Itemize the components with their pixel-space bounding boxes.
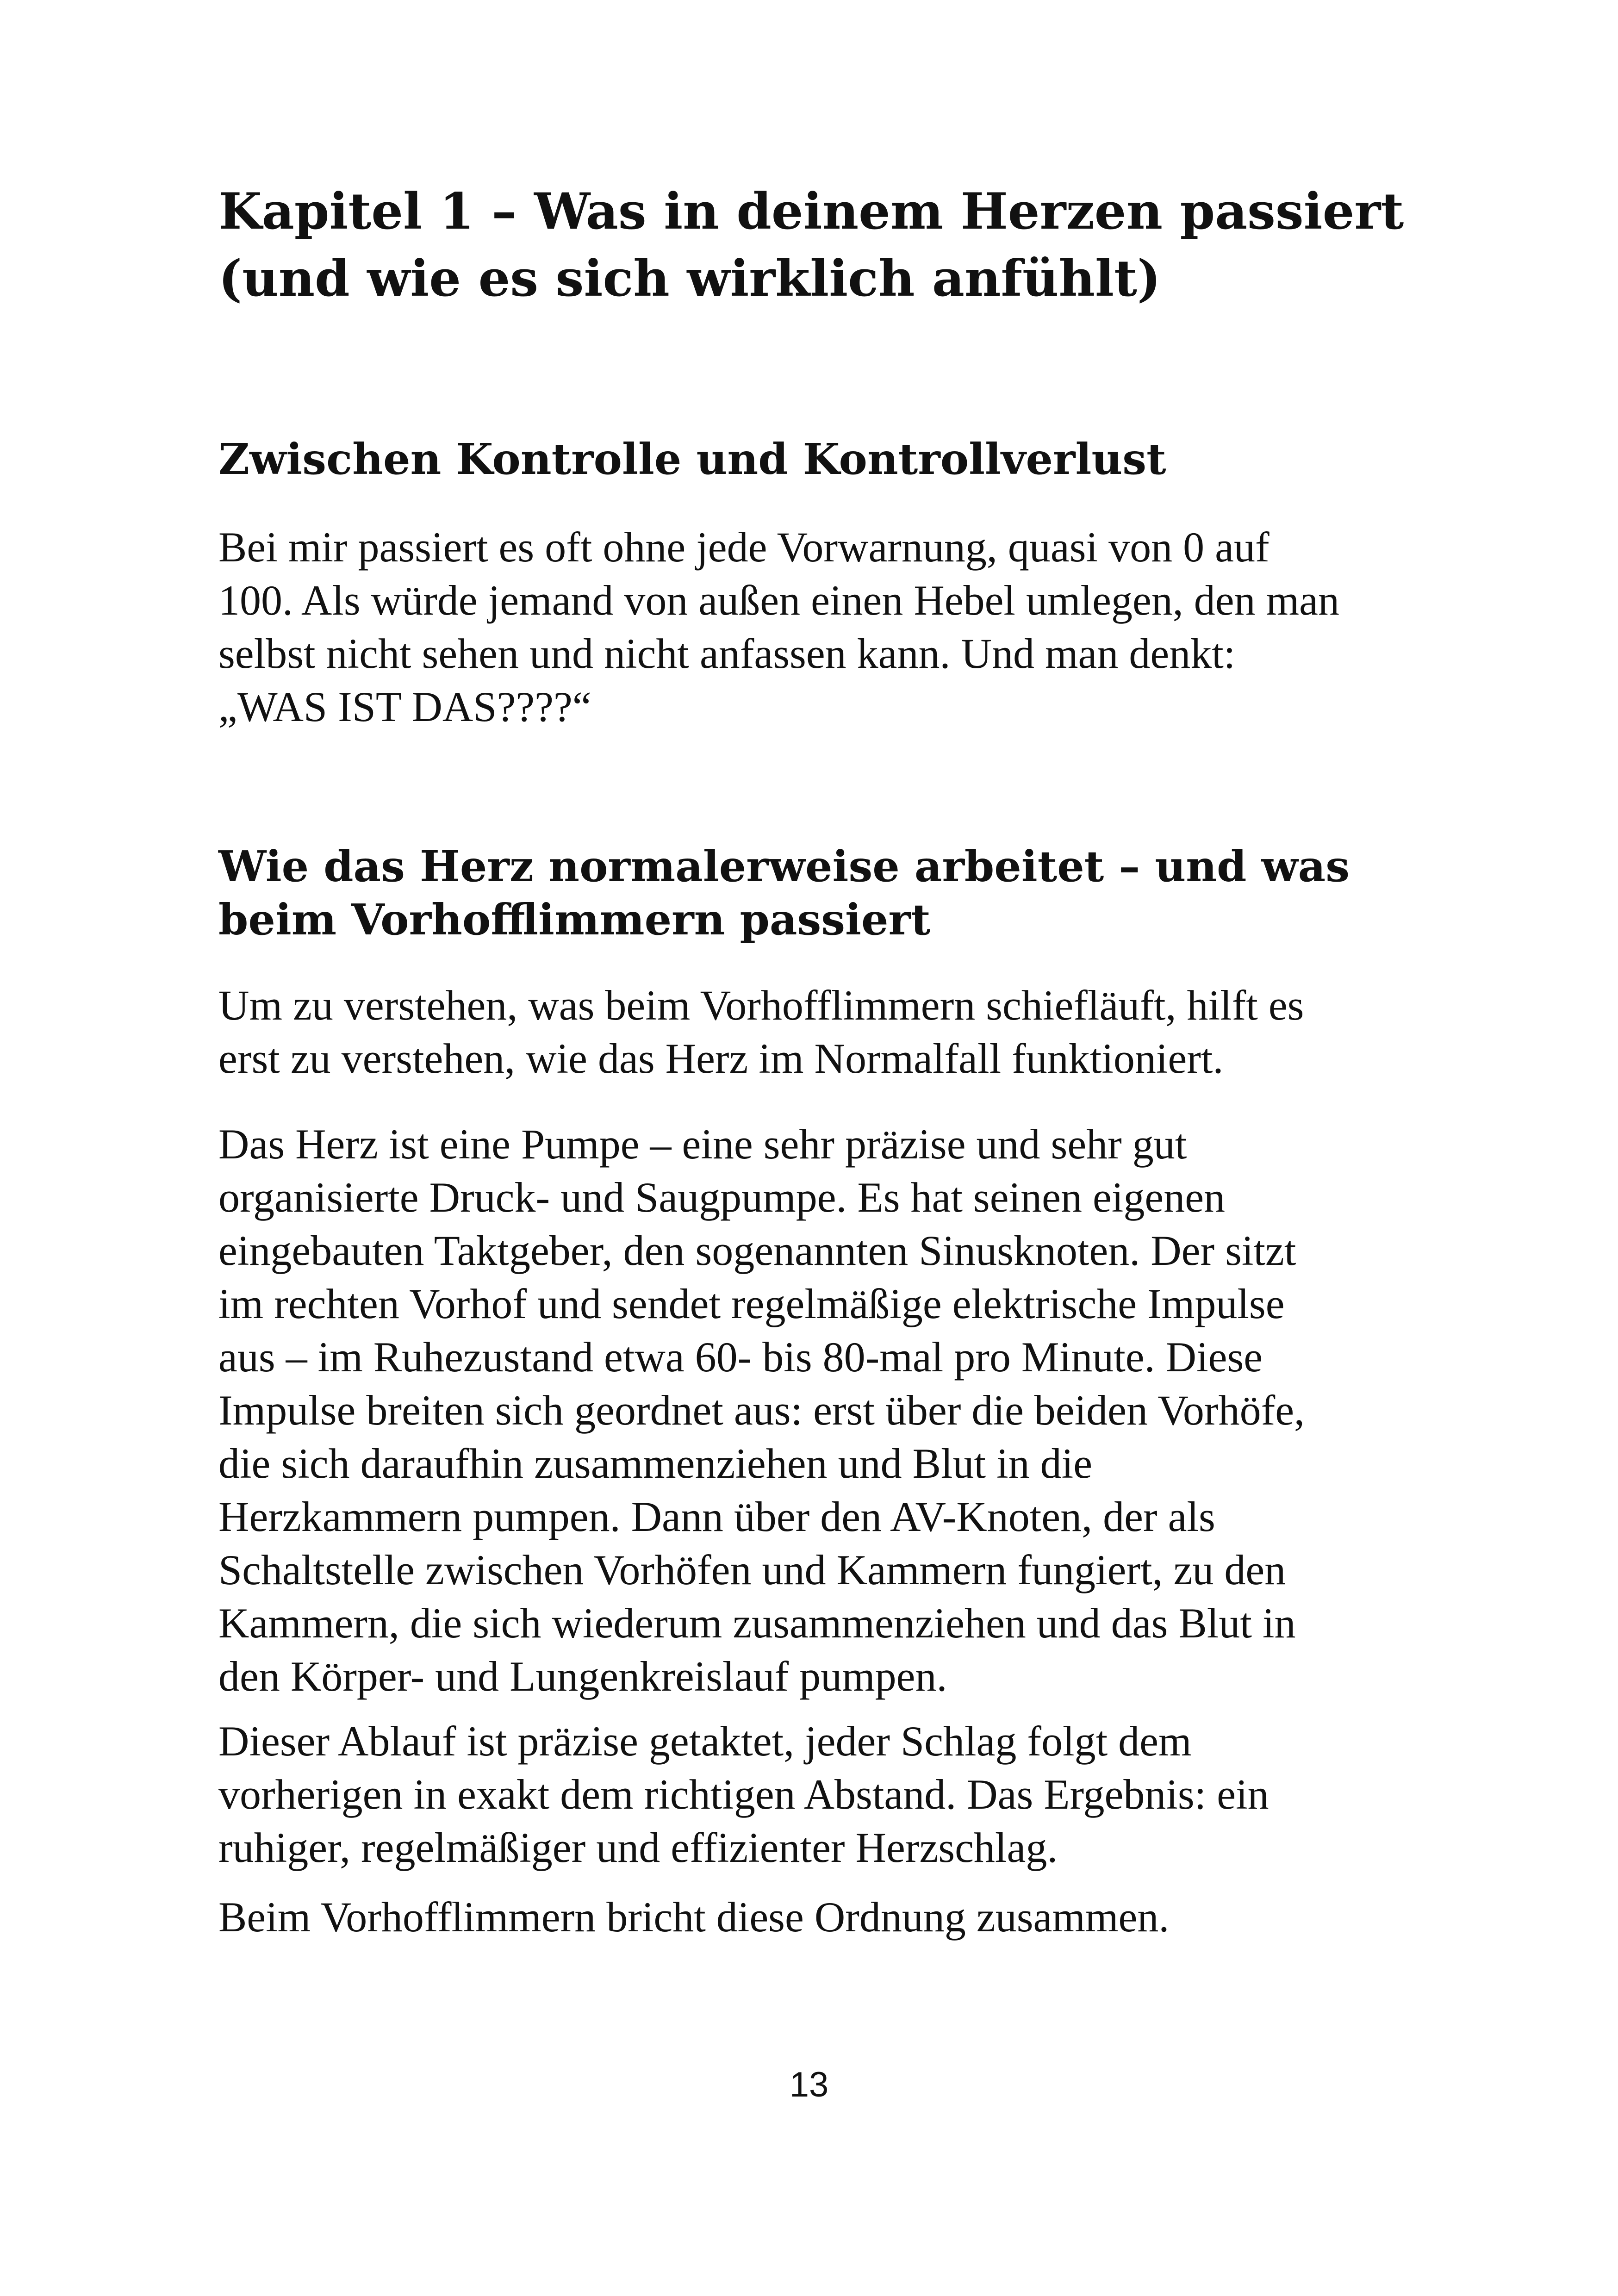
text-line: erst zu verstehen, wie das Herz im Normalfall funktioniert. (218, 1035, 1224, 1082)
chapter-title-line: Kapitel 1 – Was in deinem Herzen passiert (218, 182, 1404, 241)
text-line: Dieser Ablauf ist präzise getaktet, jeder Schlag folgt dem (218, 1717, 1192, 1765)
section-heading-line: beim Vorhofflimmern passiert (218, 895, 931, 945)
text-line: ruhiger, regelmäßiger und effizienter Herzschlag. (218, 1824, 1058, 1871)
text-line: im rechten Vorhof und sendet regelmäßige elektrische Impulse (218, 1280, 1285, 1327)
paragraph-pump (218, 1118, 1445, 1703)
section-heading-heart (218, 840, 1445, 946)
text-line: Herzkammern pumpen. Dann über den AV-Knoten, der als (218, 1493, 1215, 1540)
text-line: Schaltstelle zwischen Vorhöfen und Kammern fungiert, zu den (218, 1546, 1286, 1593)
paragraph-rhythm (218, 1715, 1445, 1874)
paragraph-intro (218, 521, 1445, 734)
text-line: Das Herz ist eine Pumpe – eine sehr präzise und sehr gut (218, 1120, 1187, 1168)
paragraph-understanding (218, 979, 1445, 1085)
text-line: die sich daraufhin zusammenziehen und Blut in die (218, 1440, 1093, 1487)
text-line: Kammern, die sich wiederum zusammenziehen und das Blut in (218, 1599, 1296, 1647)
section-heading-line: Zwischen Kontrolle und Kontrollverlust (218, 434, 1166, 484)
section-heading-line: Wie das Herz normalerweise arbeitet – und was (218, 841, 1350, 891)
paragraph-breakdown (218, 1891, 1445, 1944)
text-line: eingebauten Taktgeber, den sogenannten Sinusknoten. Der sitzt (218, 1227, 1296, 1274)
text-line: selbst nicht sehen und nicht anfassen kann. Und man denkt: (218, 630, 1236, 677)
text-line: aus – im Ruhezustand etwa 60- bis 80-mal pro Minute. Diese (218, 1333, 1263, 1381)
text-line: vorherigen in exakt dem richtigen Abstand. Das Ergebnis: ein (218, 1771, 1269, 1818)
text-line: Impulse breiten sich geordnet aus: erst über die beiden Vorhöfe, (218, 1387, 1305, 1434)
chapter-title-line: (und wie es sich wirklich anfühlt) (218, 249, 1161, 308)
text-line: Um zu verstehen, was beim Vorhofflimmern schiefläuft, hilft es (218, 982, 1304, 1029)
text-line: organisierte Druck- und Saugpumpe. Es hat seinen eigenen (218, 1174, 1226, 1221)
text-line: Beim Vorhofflimmern bricht diese Ordnung zusammen. (218, 1893, 1170, 1941)
text-line: den Körper- und Lungenkreislauf pumpen. (218, 1653, 947, 1700)
text-line: Bei mir passiert es oft ohne jede Vorwarnung, quasi von 0 auf (218, 523, 1270, 571)
section-heading-control (218, 433, 1445, 486)
text-line: „WAS IST DAS????“ (218, 683, 591, 730)
text-line: 100. Als würde jemand von außen einen Hebel umlegen, den man (218, 577, 1340, 624)
page-number: 13 (789, 2065, 829, 2104)
chapter-title (218, 178, 1445, 312)
